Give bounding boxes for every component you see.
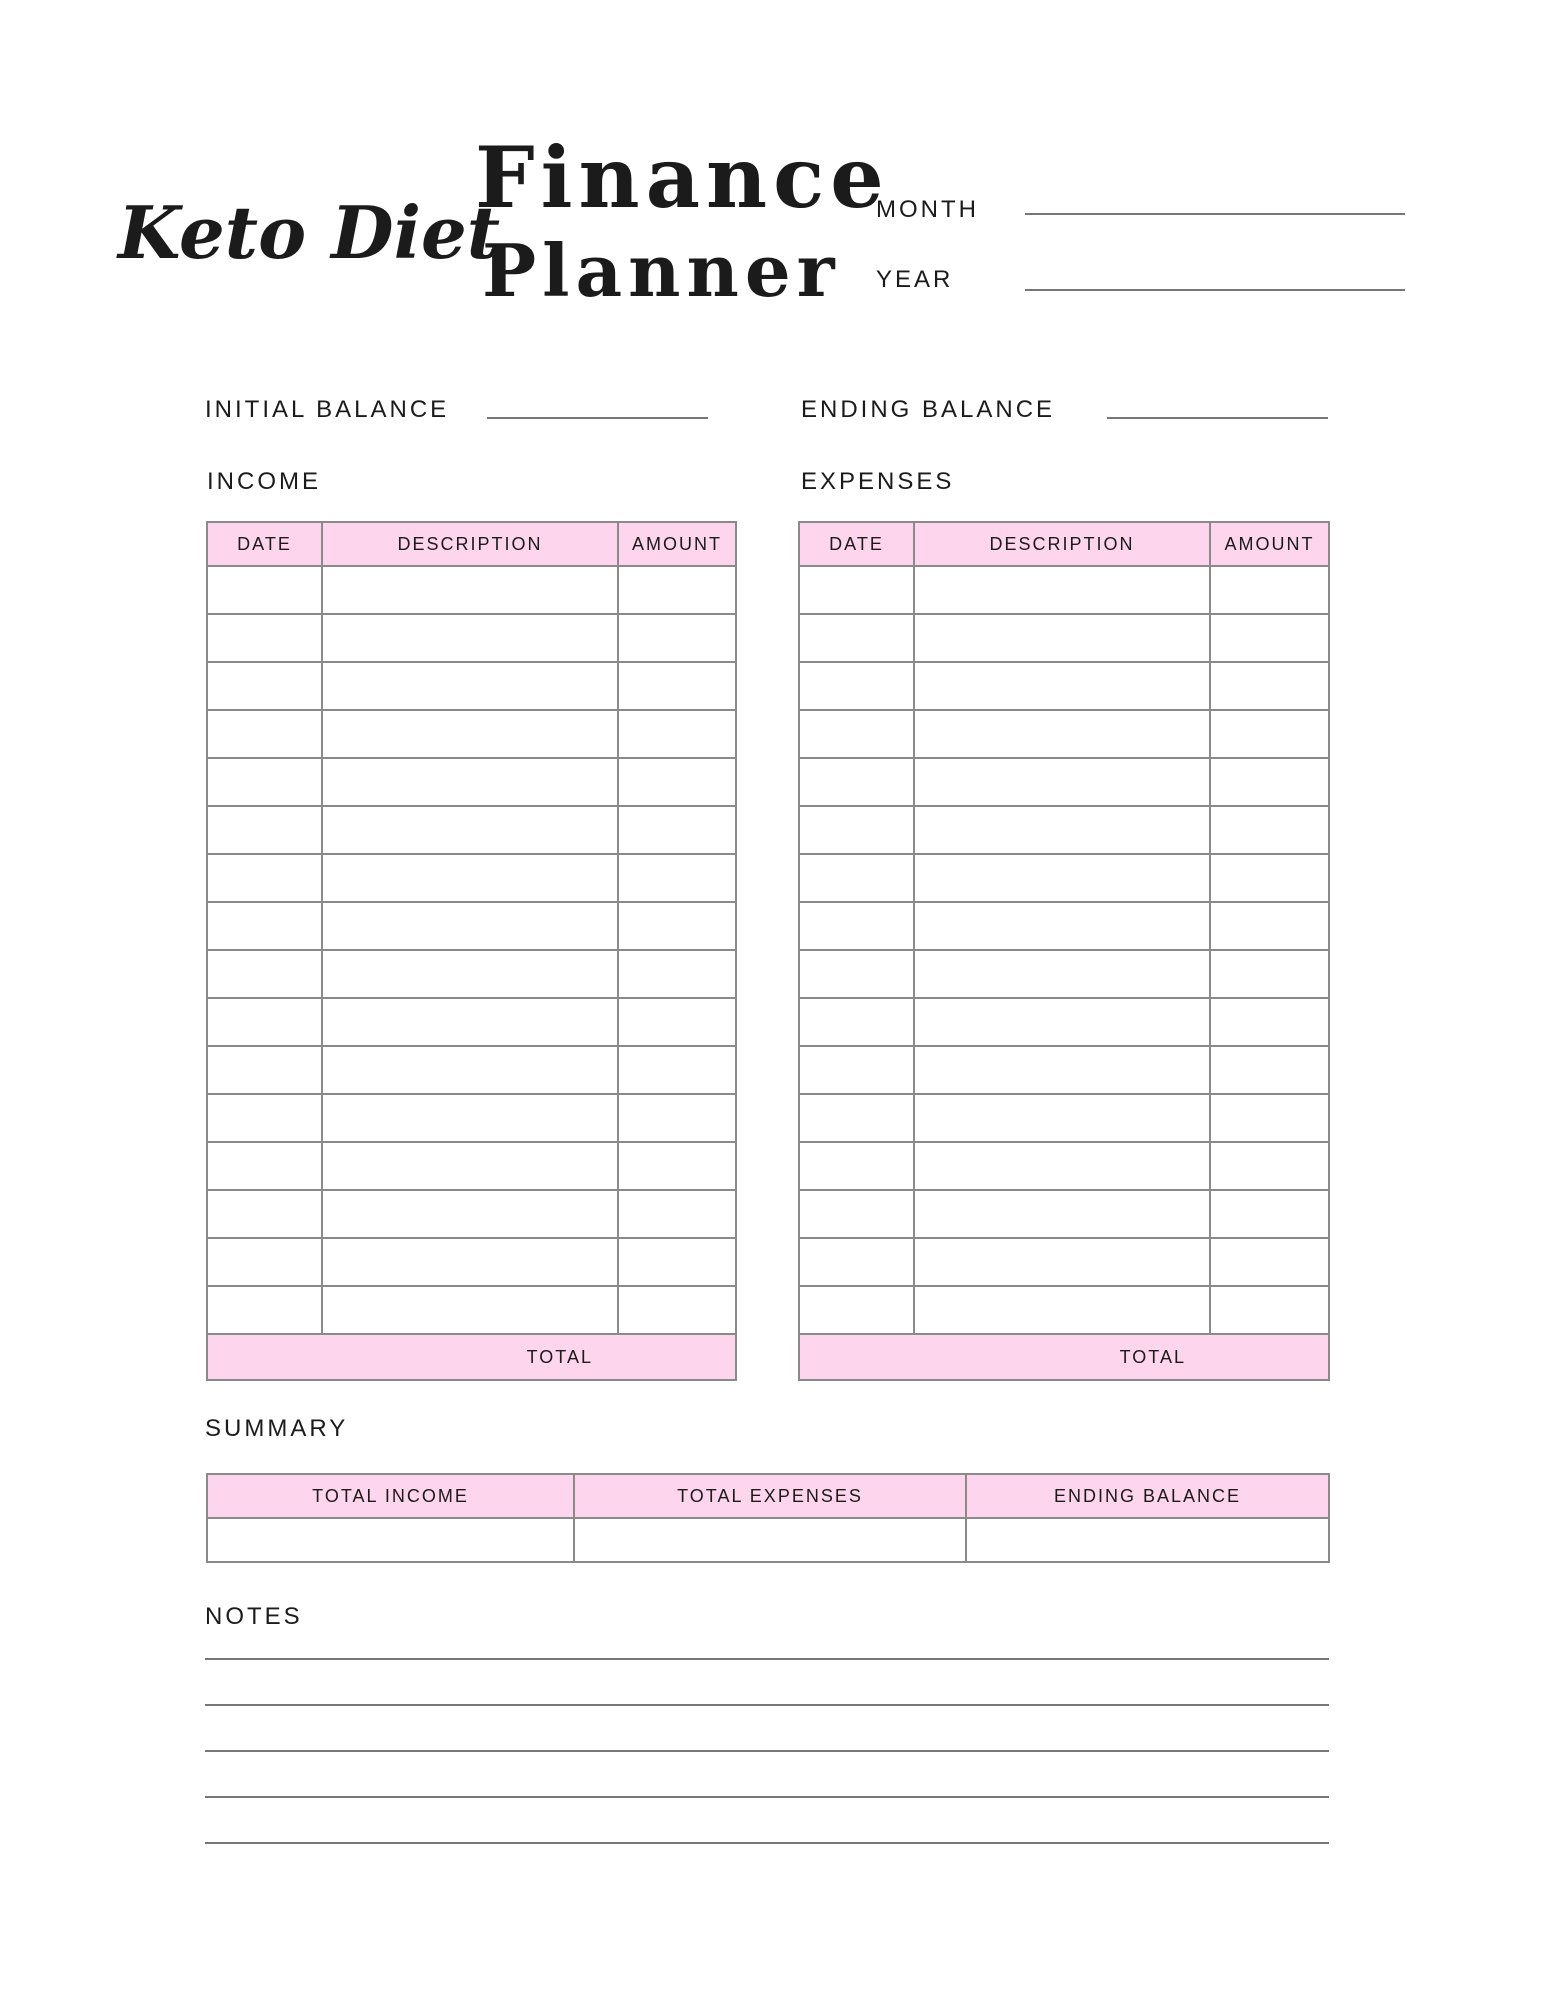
income-description-cell[interactable]	[322, 854, 618, 902]
income-row	[207, 854, 736, 902]
notes-line[interactable]	[205, 1704, 1329, 1706]
expenses-row	[799, 950, 1329, 998]
expenses-rows	[799, 566, 1329, 1334]
expenses-row	[799, 758, 1329, 806]
income-col-date: DATE	[207, 522, 322, 566]
expenses-row	[799, 566, 1329, 614]
income-amount-cell[interactable]	[618, 1286, 736, 1334]
expenses-description-cell[interactable]	[914, 998, 1210, 1046]
expenses-amount-cell[interactable]	[1210, 1142, 1329, 1190]
expenses-description-cell[interactable]	[914, 854, 1210, 902]
income-row	[207, 566, 736, 614]
income-date-cell[interactable]	[207, 806, 322, 854]
income-row	[207, 806, 736, 854]
income-date-cell[interactable]	[207, 1142, 322, 1190]
income-row	[207, 614, 736, 662]
expenses-amount-cell[interactable]	[1210, 758, 1329, 806]
income-date-cell[interactable]	[207, 758, 322, 806]
notes-line[interactable]	[205, 1750, 1329, 1752]
expenses-date-cell[interactable]	[799, 662, 914, 710]
expenses-date-cell[interactable]	[799, 1286, 914, 1334]
income-col-amount: AMOUNT	[618, 522, 736, 566]
income-description-cell[interactable]	[322, 806, 618, 854]
summary-col-total-income: TOTAL INCOME	[207, 1474, 574, 1518]
expenses-row	[799, 1190, 1329, 1238]
income-description-cell[interactable]	[322, 1286, 618, 1334]
ending-balance-field[interactable]	[1107, 417, 1328, 419]
year-label: YEAR	[876, 266, 954, 293]
summary-total-expenses-cell[interactable]	[574, 1518, 966, 1562]
expenses-description-cell[interactable]	[914, 1238, 1210, 1286]
income-date-cell[interactable]	[207, 998, 322, 1046]
income-amount-cell[interactable]	[618, 1046, 736, 1094]
income-date-cell[interactable]	[207, 902, 322, 950]
expenses-row	[799, 662, 1329, 710]
expenses-description-cell[interactable]	[914, 950, 1210, 998]
summary-col-total-expenses: TOTAL EXPENSES	[574, 1474, 966, 1518]
income-row	[207, 1190, 736, 1238]
expenses-amount-cell[interactable]	[1210, 1046, 1329, 1094]
income-description-cell[interactable]	[322, 758, 618, 806]
expenses-description-cell[interactable]	[914, 806, 1210, 854]
income-amount-cell[interactable]	[618, 710, 736, 758]
expenses-total-cell[interactable]	[799, 1334, 1329, 1380]
income-row	[207, 998, 736, 1046]
summary-heading: SUMMARY	[205, 1415, 349, 1442]
expenses-row	[799, 1238, 1329, 1286]
income-description-cell[interactable]	[322, 998, 618, 1046]
notes-heading: NOTES	[205, 1603, 303, 1630]
income-description-cell[interactable]	[322, 1142, 618, 1190]
income-date-cell[interactable]	[207, 614, 322, 662]
income-amount-cell[interactable]	[618, 758, 736, 806]
page-title-line1: Finance	[475, 128, 890, 227]
income-amount-cell[interactable]	[618, 998, 736, 1046]
expenses-row	[799, 998, 1329, 1046]
income-description-cell[interactable]	[322, 1046, 618, 1094]
month-label: MONTH	[876, 196, 979, 223]
expenses-row	[799, 902, 1329, 950]
income-date-cell[interactable]	[207, 566, 322, 614]
income-date-cell[interactable]	[207, 1046, 322, 1094]
income-header-row	[207, 522, 736, 566]
expenses-description-cell[interactable]	[914, 1190, 1210, 1238]
income-row	[207, 1286, 736, 1334]
income-total-row	[207, 1334, 736, 1380]
notes-line[interactable]	[205, 1796, 1329, 1798]
page-title-line2: Planner	[482, 228, 841, 313]
year-field[interactable]	[1025, 289, 1405, 291]
brand-title: Keto Diet	[118, 190, 501, 275]
summary-ending-balance-cell[interactable]	[966, 1518, 1329, 1562]
income-amount-cell[interactable]	[618, 1094, 736, 1142]
income-row	[207, 1094, 736, 1142]
income-amount-cell[interactable]	[618, 1142, 736, 1190]
expenses-amount-cell[interactable]	[1210, 806, 1329, 854]
expenses-date-cell[interactable]	[799, 806, 914, 854]
expenses-heading: EXPENSES	[801, 468, 955, 495]
income-date-cell[interactable]	[207, 950, 322, 998]
income-row	[207, 758, 736, 806]
income-row	[207, 950, 736, 998]
expenses-row	[799, 614, 1329, 662]
expenses-date-cell[interactable]	[799, 1238, 914, 1286]
expenses-amount-cell[interactable]	[1210, 854, 1329, 902]
expenses-date-cell[interactable]	[799, 1046, 914, 1094]
expenses-description-cell[interactable]	[914, 710, 1210, 758]
income-amount-cell[interactable]	[618, 662, 736, 710]
income-table	[206, 521, 737, 1381]
expenses-date-cell[interactable]	[799, 1094, 914, 1142]
expenses-description-cell[interactable]	[914, 566, 1210, 614]
income-amount-cell[interactable]	[618, 566, 736, 614]
expenses-amount-cell[interactable]	[1210, 950, 1329, 998]
income-amount-cell[interactable]	[618, 854, 736, 902]
expenses-date-cell[interactable]	[799, 566, 914, 614]
income-row	[207, 1142, 736, 1190]
income-row	[207, 662, 736, 710]
income-date-cell[interactable]	[207, 710, 322, 758]
expenses-description-cell[interactable]	[914, 1094, 1210, 1142]
income-date-cell[interactable]	[207, 1094, 322, 1142]
income-amount-cell[interactable]	[618, 950, 736, 998]
expenses-row	[799, 1046, 1329, 1094]
expenses-amount-cell[interactable]	[1210, 1238, 1329, 1286]
income-description-cell[interactable]	[322, 950, 618, 998]
income-date-cell[interactable]	[207, 1190, 322, 1238]
income-description-cell[interactable]	[322, 1190, 618, 1238]
summary-value-row	[207, 1518, 1329, 1562]
expenses-date-cell[interactable]	[799, 710, 914, 758]
expenses-date-cell[interactable]	[799, 1142, 914, 1190]
expenses-description-cell[interactable]	[914, 662, 1210, 710]
expenses-description-cell[interactable]	[914, 614, 1210, 662]
income-date-cell[interactable]	[207, 1238, 322, 1286]
expenses-row	[799, 806, 1329, 854]
expenses-amount-cell[interactable]	[1210, 1286, 1329, 1334]
expenses-col-date: DATE	[799, 522, 914, 566]
income-rows	[207, 566, 736, 1334]
expenses-description-cell[interactable]	[914, 1142, 1210, 1190]
income-description-cell[interactable]	[322, 1094, 618, 1142]
expenses-amount-cell[interactable]	[1210, 662, 1329, 710]
expenses-amount-cell[interactable]	[1210, 566, 1329, 614]
summary-total-income-cell[interactable]	[207, 1518, 574, 1562]
expenses-row	[799, 1286, 1329, 1334]
income-row	[207, 1046, 736, 1094]
income-description-cell[interactable]	[322, 614, 618, 662]
income-row	[207, 902, 736, 950]
income-amount-cell[interactable]	[618, 806, 736, 854]
month-field[interactable]	[1025, 213, 1405, 215]
expenses-row	[799, 1094, 1329, 1142]
income-heading: INCOME	[207, 468, 321, 495]
income-amount-cell[interactable]	[618, 1190, 736, 1238]
expenses-date-cell[interactable]	[799, 854, 914, 902]
expenses-amount-cell[interactable]	[1210, 614, 1329, 662]
income-total-cell[interactable]	[207, 1334, 736, 1380]
expenses-row	[799, 710, 1329, 758]
expenses-header-row	[799, 522, 1329, 566]
notes-line[interactable]	[205, 1842, 1329, 1844]
income-amount-cell[interactable]	[618, 1238, 736, 1286]
expenses-date-cell[interactable]	[799, 758, 914, 806]
expenses-amount-cell[interactable]	[1210, 998, 1329, 1046]
expenses-col-description: DESCRIPTION	[914, 522, 1210, 566]
income-description-cell[interactable]	[322, 1238, 618, 1286]
income-row	[207, 710, 736, 758]
expenses-row	[799, 1142, 1329, 1190]
expenses-date-cell[interactable]	[799, 902, 914, 950]
expenses-total-label: TOTAL	[1119, 1346, 1186, 1367]
expenses-description-cell[interactable]	[914, 902, 1210, 950]
expenses-table	[798, 521, 1330, 1381]
income-date-cell[interactable]	[207, 854, 322, 902]
expenses-date-cell[interactable]	[799, 1190, 914, 1238]
expenses-amount-cell[interactable]	[1210, 1190, 1329, 1238]
expenses-description-cell[interactable]	[914, 758, 1210, 806]
expenses-row	[799, 854, 1329, 902]
expenses-date-cell[interactable]	[799, 998, 914, 1046]
initial-balance-label: INITIAL BALANCE	[205, 396, 450, 423]
income-total-label: TOTAL	[526, 1346, 593, 1367]
expenses-description-cell[interactable]	[914, 1286, 1210, 1334]
expenses-amount-cell[interactable]	[1210, 1094, 1329, 1142]
initial-balance-field[interactable]	[487, 417, 708, 419]
income-row	[207, 1238, 736, 1286]
expenses-date-cell[interactable]	[799, 614, 914, 662]
income-description-cell[interactable]	[322, 902, 618, 950]
expenses-amount-cell[interactable]	[1210, 710, 1329, 758]
expenses-amount-cell[interactable]	[1210, 902, 1329, 950]
income-col-description: DESCRIPTION	[322, 522, 618, 566]
income-amount-cell[interactable]	[618, 902, 736, 950]
expenses-total-row	[799, 1334, 1329, 1380]
income-description-cell[interactable]	[322, 662, 618, 710]
summary-header-row	[207, 1474, 1329, 1518]
summary-table	[206, 1473, 1330, 1563]
income-amount-cell[interactable]	[618, 614, 736, 662]
income-date-cell[interactable]	[207, 1286, 322, 1334]
expenses-date-cell[interactable]	[799, 950, 914, 998]
expenses-description-cell[interactable]	[914, 1046, 1210, 1094]
income-description-cell[interactable]	[322, 566, 618, 614]
income-description-cell[interactable]	[322, 710, 618, 758]
summary-col-ending-balance: ENDING BALANCE	[966, 1474, 1329, 1518]
expenses-col-amount: AMOUNT	[1210, 522, 1329, 566]
notes-line[interactable]	[205, 1658, 1329, 1660]
ending-balance-label: ENDING BALANCE	[801, 396, 1056, 423]
income-date-cell[interactable]	[207, 662, 322, 710]
